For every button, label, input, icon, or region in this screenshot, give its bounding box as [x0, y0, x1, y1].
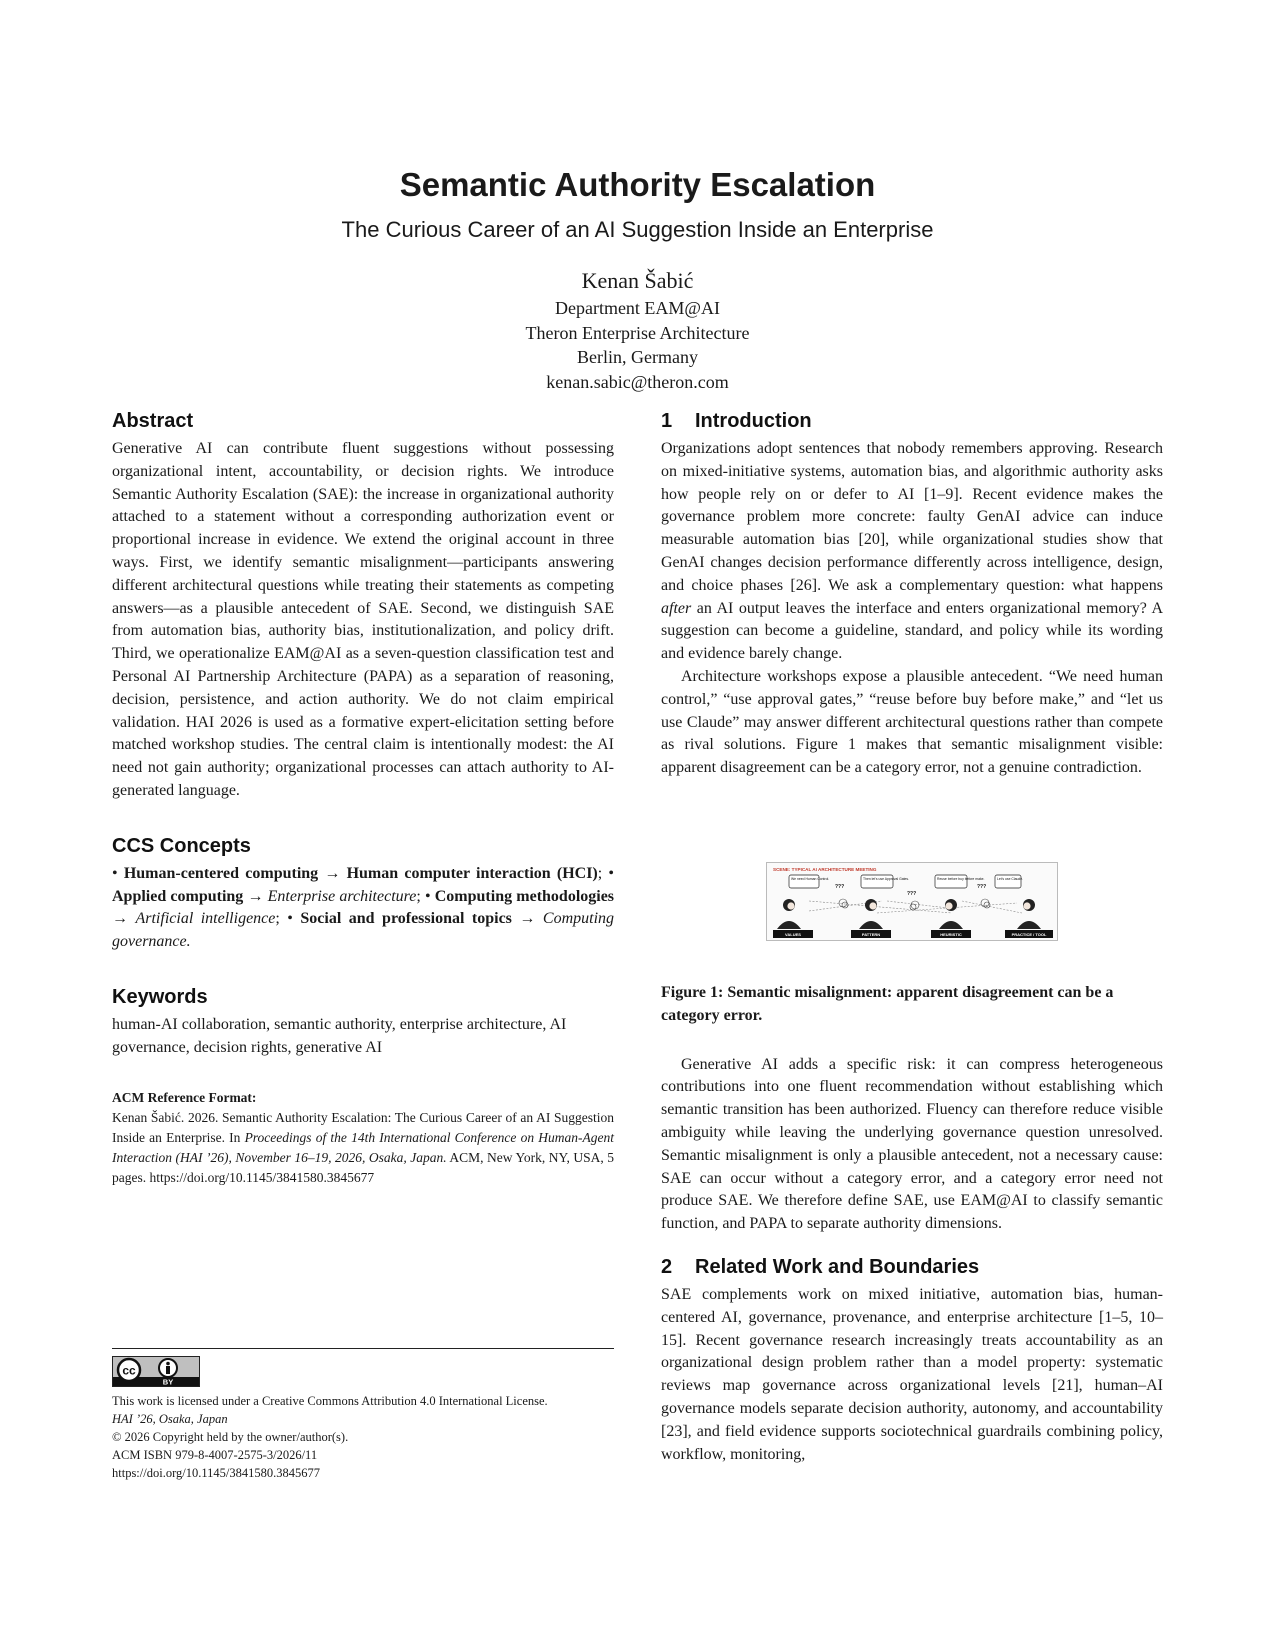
qmarks-3: ??? [977, 884, 987, 890]
acm-reference-pre: Kenan Šabić. 2026. Semantic Authority Escalation: The Curious Career of an AI Suggestion Inside an Enterprise. In [112, 1109, 614, 1145]
ccs-item-3-sub: Artificial intelligence [135, 910, 276, 928]
section-2-number: 2 [661, 1255, 673, 1278]
acm-reference-heading: ACM Reference Format: [112, 1089, 257, 1105]
figure-banner: SCENE: TYPICAL AI ARCHITECTURE MEETING [773, 867, 877, 872]
figure-1-semantic-misalignment [766, 862, 1058, 941]
left-column [112, 408, 614, 1188]
ccs-item-2-bold: Applied computing [112, 887, 244, 905]
figure-1-caption: Figure 1: Semantic misalignment: apparent disagreement can be a category error. [661, 983, 1114, 1024]
bubble-heuristic: Reuse before buy before make. [937, 877, 985, 881]
cc-by-icon [113, 1357, 199, 1386]
label-pattern: PATTERN [861, 931, 881, 937]
author-department: Department EAM@AI [554, 298, 721, 318]
acm-reference-post: ACM, New York, NY, USA, 5 pages. https://doi.org/10.1145/3841580.3845677 [112, 1149, 614, 1185]
intro-p1-post: an AI output leaves the interface and enters organizational memory? A suggestion can become a guideline, standard, and policy while its wording and evidence barely change. [661, 599, 1163, 663]
ccs-item-2-sub: Enterprise architecture [267, 887, 417, 905]
cc-badge-cc-text: cc [122, 1363, 136, 1378]
license-venue: HAI ’26, Osaka, Japan [112, 1412, 228, 1426]
figure-1-illustration [767, 863, 1057, 940]
ccs-item-1-bold: Human-centered computing [123, 864, 319, 882]
intro-paragraph-3: Generative AI adds a specific risk: it can compress heterogeneous contributions into one fluent recommendation without establishing which semantic transition has been authorized. Fluency can therefore reduce visible ambiguity while leaving the underlying governance question unresolved. Semantic misalignment is only a plausible antecedent, not a necessary cause: SAE can occur without a category error, and a category error need not produce SAE. We therefore define SAE, use EAM@AI to classify semantic function, and PAPA to separate authority dimensions. [661, 1055, 1163, 1233]
license-line: This work is licensed under a Creative Commons Attribution 4.0 International License. [112, 1394, 548, 1408]
ccs-item-3-arrow: → [112, 910, 128, 928]
ccs-item-1-arrow: → [324, 864, 341, 882]
author-block [0, 266, 1275, 394]
ccs-concepts: • Human-centered computing → Human computer interaction (HCI); • Applied computing → Enterprise architecture; • Computing methodologies → Artificial intelligence; • Social and professional topics → Computing governance. [112, 864, 615, 951]
intro-p1-pre: Organizations adopt sentences that nobody remembers approving. Research on mixed-initiative systems, automation bias, and algorithmic authority asks how people rely on or defer to AI [1–9]. Recent evidence makes the governance problem more concrete: faulty GenAI advice can induce measurable automation bias [20], while organizational studies show that GenAI changes decision performance differently across intelligence, design, and choice phases [26]. We ask a complementary question: what happens [661, 440, 1163, 594]
intro-paragraph-2: Architecture workshops expose a plausible antecedent. “We need human control,” “use approval gates,” “reuse before buy before make,” and “let us use Claude” may answer different architectural questions rather than compete as rival solutions. Figure 1 makes that semantic misalignment visible: apparent disagreement can be a category error, not a genuine contradiction. [661, 667, 1163, 777]
ccs-item-1-sub: Human computer interaction (HCI) [346, 864, 598, 882]
keywords-text: human-AI collaboration, semantic authority, enterprise architecture, AI governance, decision rights, generative AI [112, 1015, 567, 1056]
license-doi[interactable]: https://doi.org/10.1145/3841580.3845677 [112, 1466, 320, 1480]
qmarks-2: ??? [907, 891, 917, 897]
label-values: VALUES [785, 931, 801, 937]
bubble-tool: Let's use Claude. [997, 877, 1024, 881]
acm-reference-text [112, 1108, 614, 1188]
abstract-text: Generative AI can contribute fluent suggestions without possessing organizational intent, accountability, or decision rights. We introduce Semantic Authority Escalation (SAE): the increase in organizational authority attached to a statement without a corresponding authorization event or proportional increase in evidence. We extend the original account in three ways. First, we identify semantic misalignment—participants answering different architectural questions while treating their statements as competing answers—as a plausible antecedent of SAE. Second, we distinguish SAE from automation bias, authority bias, institutionalization, and policy drift. Third, we operationalize EAM@AI as a seven-question classification test and Personal AI Partnership Architecture (PAPA) as a separation of reasoning, decision, persistence, and action authority. We do not claim empirical validation. HAI 2026 is used as a formative expert-elicitation setting before matched workshop studies. The central claim is intentionally modest: the AI need not gain authority; organizational processes can attach authority to AI-generated language. [112, 440, 614, 799]
bubble-values: We need Human Control. [791, 877, 830, 881]
ccs-item-3-bold: Computing methodologies [434, 887, 615, 905]
paper-title: Semantic Authority Escalation [399, 166, 876, 203]
abstract-heading: Abstract [112, 410, 194, 432]
intro-paragraph-1 [661, 438, 1163, 666]
paper-subtitle: The Curious Career of an AI Suggestion Inside an Enterprise [341, 217, 934, 242]
author-email[interactable]: kenan.sabic@theron.com [546, 371, 729, 392]
ccs-item-4-sub: Computing governance. [112, 910, 615, 951]
related-paragraph-1: SAE complements work on mixed initiative, automation bias, human-centered AI, governance, provenance, and enterprise architecture [1–5, 10–15]. Recent governance research increasingly treats accountability as an organizational design problem rather than a model property: systematic reviews map governance across organizational levels [21], human–AI governance models separate decision authority, autonomy, and accountability [23], and field evidence supports sociotechnical guardrails combining policy, workflow, monitoring, [661, 1285, 1163, 1463]
section-1-number: 1 [661, 410, 673, 432]
ccs-item-2-arrow: → [247, 887, 264, 905]
author-location: Berlin, Germany [577, 347, 698, 367]
ccs-item-4-bold: Social and professional topics [300, 910, 512, 928]
license-isbn: ACM ISBN 979-8-4007-2575-3/2026/11 [112, 1448, 318, 1462]
bubble-pattern: Then let's use Approval Gates. [863, 877, 910, 881]
author-organization: Theron Enterprise Architecture [525, 322, 750, 343]
footnote-rule [112, 1348, 614, 1349]
section-1-title: Introduction [695, 410, 812, 432]
author-name: Kenan Šabić [581, 268, 694, 293]
ccs-item-4-arrow: → [519, 910, 536, 928]
label-heuristic: HEURISTIC [940, 931, 962, 937]
license-footnote [112, 1392, 622, 1482]
intro-p1-emphasis: after [661, 599, 692, 617]
keywords-heading: Keywords [112, 985, 208, 1008]
cc-by-license-badge[interactable] [112, 1356, 200, 1387]
license-copyright: © 2026 Copyright held by the owner/author(s). [112, 1430, 349, 1444]
acm-reference-venue: Proceedings of the 14th International Conference on Human-Agent Interaction (HAI ’26), November 16–19, 2026, Osaka, Japan. [112, 1129, 614, 1165]
section-2-title: Related Work and Boundaries [695, 1255, 980, 1278]
ccs-heading: CCS Concepts [112, 834, 251, 857]
section-2-heading [661, 1254, 1163, 1280]
qmarks-1: ??? [835, 884, 845, 890]
cc-badge-by-text: BY [162, 1377, 174, 1386]
label-practice-tool: PRACTICE / TOOL [1011, 931, 1047, 937]
section-1-heading [661, 408, 1163, 434]
